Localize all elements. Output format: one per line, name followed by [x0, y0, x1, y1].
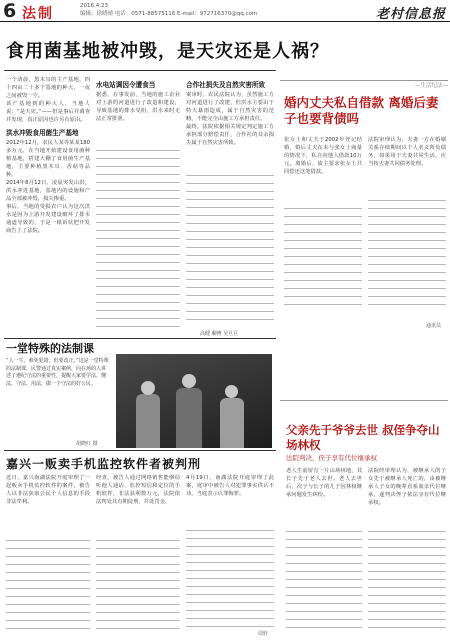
box-right-col1 — [284, 136, 362, 176]
box-right-para-1: 张女士和丈夫于2002年登记结婚，婚后丈夫在未与张女士商量的情况下，私自向他人借款10万元。离婚后，债主要求张女士共同偿还这笔借款。 — [284, 137, 362, 175]
article2-para-3: 4月19日，南湖法院开庭审理了此案，庭审中被告人对犯罪事实供认不讳，当庭表示认罪悔罪。 — [186, 475, 274, 497]
text-lines-a2c2 — [96, 540, 180, 636]
lead-para-7: 案审时，农民法院认为，虽然施工方对河道进行了改建，但洪水主要由于特大暴雨造成，属于自然灾害的范畴，不能完全由施工方承担责任。 — [186, 92, 274, 122]
lead-author: 高健 聊傅 吴旦旦 — [200, 331, 239, 337]
box-right-tag: —生活纪法— — [280, 80, 448, 90]
date-line: 2016.4.23 — [80, 3, 108, 9]
main-headline: 食用菌基地被冲毁，是天灾还是人祸？ — [6, 41, 329, 62]
box-left-title: 一堂特殊的法制课 — [6, 342, 94, 355]
lead-article-col1 — [6, 76, 90, 235]
masthead — [0, 0, 450, 22]
text-lines-a2c3 — [186, 530, 274, 628]
box-left-text: “人一生，难免犯错，但要改正。”这是一堂特殊的法制课，民警通过真实案例，向在场的人讲述了遵纪守法的重要性，提醒大家要学法、懂法、守法、用法，做一个守法的好公民。 — [6, 358, 109, 387]
newspaper-brand: 老村信息报 — [375, 7, 446, 22]
photo-law-class — [116, 354, 272, 448]
lead-article-col3 — [186, 76, 274, 147]
lead-para-1: 一个清晨，黑木耳的主产基地，四十四亩二十多个基地的种大，一夜之间被毁一空。 — [6, 77, 90, 99]
box-right — [280, 80, 448, 320]
box-right-col2 — [368, 136, 446, 168]
box-bottom-col1 — [286, 467, 362, 499]
masthead-meta — [80, 2, 257, 18]
box-bottom-para-2: 法院经审理认为，被继承人的子女先于被继承人死亡的，由被继承人子女的晚辈直系血亲代位继承，遂判决侄子依法享有代位继承权。 — [368, 468, 446, 506]
lead-para-5: 事后，当地的受损农户认为这次洪水是因为上游开发建设破坏了排水通道导致的，于是一纸诉状把开发商告上了法院。 — [6, 204, 90, 234]
lead-subhead-2: 水电站调因令遭食当 — [96, 81, 156, 89]
text-lines-bb1 — [286, 531, 362, 631]
article2-col1 — [6, 474, 90, 506]
article2-col3 — [186, 474, 274, 498]
section-name: 法制 — [22, 6, 54, 22]
box-right-title: 婚内丈夫私自借款 离婚后妻子也要背债吗 — [284, 95, 439, 126]
text-lines-a2c1 — [6, 540, 90, 636]
lead-para-4: 2014年8月12日，凌晨突发山洪，洪水冲进基地，基地内的设施和产品全部被冲毁，损失惨重。 — [6, 180, 90, 202]
lead-para-8: 最终，法院依据相关规定判定施工方承担部分赔偿责任，合作社的其余损失属于自然灾害所致。 — [186, 124, 274, 146]
article2-para-1: 近日，嘉兴南湖法院开庭审理了一起贩卖手机监控软件的案件，被告人以非法获取公民个人信息的手段非法牟利。 — [6, 475, 90, 505]
article2-author: 周轩 — [258, 631, 269, 637]
lead-subhead-3: 合作社损失及自然灾害所致 — [186, 81, 266, 89]
article2-col2 — [96, 474, 180, 506]
text-lines-col2 — [96, 150, 180, 330]
text-lines-br2 — [368, 200, 446, 312]
section-rule — [4, 338, 276, 339]
article2-headline: 嘉兴一贩卖手机监控软件者被判刑 — [6, 457, 202, 471]
editor-line: 编辑：徐晓晴 电话：0571-88575116 E-mail：972716370@qq.com — [80, 11, 258, 17]
lead-subhead-1: 洪水冲毁食用菌生产基地 — [6, 129, 79, 137]
box-right-author: 通讯员 — [426, 323, 442, 329]
page-number: 6 — [3, 0, 17, 22]
box-right-para-2: 法院审理认为，夫妻一方在婚姻关系存续期间以个人名义所负债务，如果用于夫妻共同生活，应当按夫妻共同债务处理。 — [368, 137, 446, 167]
lead-para-2: 该产基地到的种大人，当地人说：“是天灾。”——但是事后并调查并发现，真正原因也许另有原由。 — [6, 101, 90, 123]
text-lines-col3 — [186, 175, 274, 325]
lead-para-6: 据悉，在事发前，当地的施工企业对上游的河道进行了改造和建设，导致基地的排水受阻，洪水来时无法正常排泄。 — [96, 92, 180, 122]
headline-rule — [4, 70, 276, 71]
lead-article-col2 — [96, 76, 180, 123]
text-lines-br1 — [284, 208, 362, 312]
box-bottom-subtitle: 法院判决，侄子享有代位继承权 — [286, 454, 377, 462]
box-bottom-para-1: 老人生前留有一片山场林地，其长子先于老人去世。老人去世后，次子与长子的儿子因林权继承问题发生纠纷。 — [286, 468, 362, 498]
text-lines-bb2 — [368, 531, 446, 631]
lead-para-3: 2012年12月，农民人某等某某180多万元，在当地开始建设食用菌种植基地，搭建大棚了食用菌生产基地，主要种植黑木耳、香菇等品种。 — [6, 140, 90, 178]
box-left-author: 胡晓红 摄 — [76, 441, 98, 447]
box-bottom — [280, 400, 448, 635]
article2-para-2: 经查，被告人通过网络销售能够窃听他人通话、监控短信和定位的手机软件，非法获利数万元，法院依法判处其有期徒刑，并处罚金。 — [96, 475, 180, 505]
article2-rule — [4, 450, 276, 451]
box-bottom-col2 — [368, 467, 446, 507]
box-bottom-title: 父亲先于爷爷去世 叔侄争夺山场林权 — [286, 423, 440, 452]
